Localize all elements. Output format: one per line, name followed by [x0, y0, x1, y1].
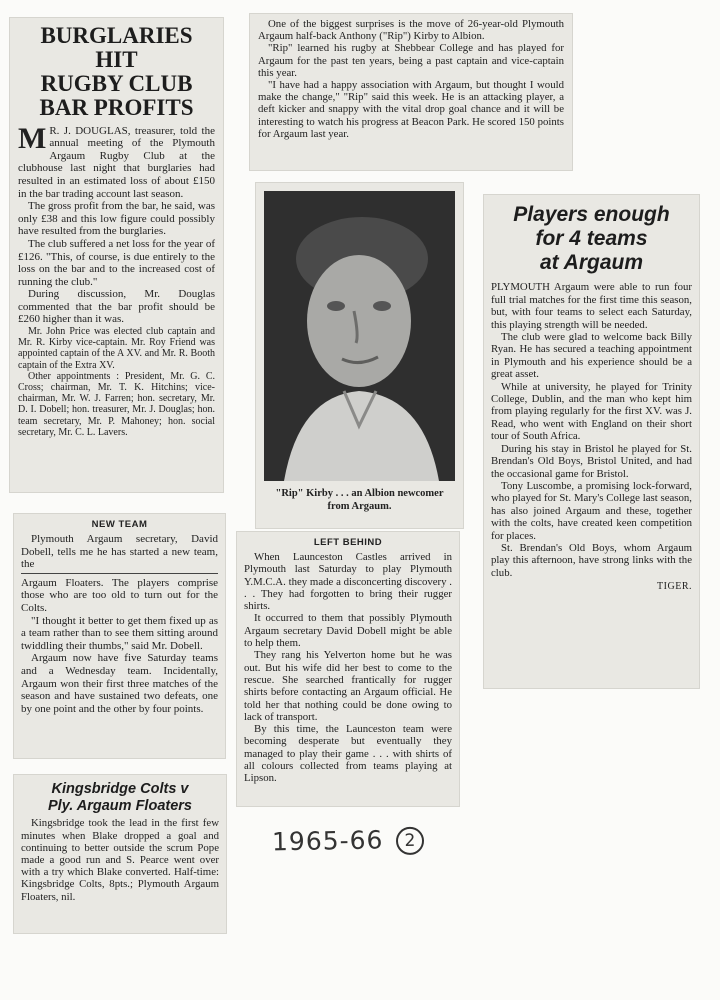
headline-line: RUGBY CLUB — [40, 71, 193, 97]
paragraph: St. Brendan's Old Boys, whom Argaum play this afternoon, have strong links with the club. — [491, 541, 692, 579]
season-label: 1965-66 — [271, 825, 384, 857]
kirby-portrait-photo — [264, 191, 455, 481]
headline-line: Ply. Argaum Floaters — [48, 797, 192, 814]
paragraph: "Rip" learned his rugby at Shebbear College and has played for Argaum for the past ten years, being a past captain and vice-captain this year. — [258, 42, 564, 79]
headline-line: Kingsbridge Colts v — [51, 781, 189, 797]
paragraph: When Launceston Castles arrived in Plymouth last Saturday to play Plymouth Y.M.C.A. they made a disconcerting discovery . . . They had forgotten to bring their rugger shirts. — [244, 551, 452, 613]
drop-cap: M — [18, 121, 47, 155]
page-number-circle — [396, 827, 424, 855]
headline-line: at Argaum — [539, 251, 644, 275]
kirby-body — [258, 18, 564, 140]
handwritten-season-note — [272, 825, 425, 858]
page-number: 2 — [404, 830, 417, 852]
players-headline — [491, 203, 692, 275]
lead-word: PLYMOUTH — [491, 281, 550, 294]
new-team-body — [21, 533, 218, 715]
burglaries-headline — [18, 24, 215, 121]
paragraph: During discussion, Mr. Douglas commented that the bar profit should be £260 higher than it was. — [18, 288, 215, 326]
headline-line: BURGLARIES HIT — [40, 23, 193, 73]
paragraph: Other appointments : President, Mr. G. C. Cross; chairman, Mr. T. K. Hitchins; vice-chairman, Mr. W. J. Farren; hon. secretary, Mr. D. I. Dobell; hon. treasurer, Mr. J. Douglas; hon. team secretary, Mr. P. Mahoney; hon. social secretary, Mr. C. L. Lavers. — [18, 370, 215, 438]
paragraph: Kingsbridge took the lead in the first few minutes when Blake dropped a goal and continuing to better outside the scrum Pope made a good run and S. Pearce went over with a try which Blake converted. Half-time: Kingsbridge Colts, 8pts.; Plymouth Argaum Floaters, nil. — [21, 817, 219, 903]
paragraph: By this time, the Launceston team were becoming desperate but eventually they managed to play their game . . . with shirts of all colours collected from teams playing at Lipson. — [244, 723, 452, 785]
byline-signature: TIGER. — [657, 581, 692, 593]
kirby-article — [250, 14, 572, 170]
kirby-photo-clipping — [256, 183, 463, 528]
paragraph: The gross profit from the bar, he said, was only £38 and this low figure could possibly have resulted from the burglaries. — [18, 200, 215, 238]
burglaries-body — [18, 121, 215, 439]
left-behind-heading: LEFT BEHIND — [313, 537, 383, 548]
paragraph: Tony Luscombe, a promising lock-forward, who played for St. Mary's College last season, has also joined Argaum and these, together with the colts, have created keen competition for places. — [491, 479, 692, 542]
paragraph: Argaum now have five Saturday teams and a Wednesday team. Incidentally, Argaum won their first three matches of the season and have sustained two defeats, one by one point and the other by four points. — [21, 652, 218, 715]
paragraph: They rang his Yelverton home but he was out. But his wife did her best to come to the rescue. She searched frantically for rugger shirts before contacting an Argaum official. He told her that nothing could be done owing to lack of transport. — [244, 649, 452, 723]
kingsbridge-headline — [21, 781, 219, 814]
paragraph: "I have had a happy association with Argaum, but thought I would make the change," "Rip" said this week. He is an attacking player, a deft kicker and snappy with the vital drop goal chance and it will be interesting to watch his progress at Beacon Park. He scored 150 points for Argaum last year. — [258, 79, 564, 140]
paragraph: The club suffered a net loss for the year of £126. "This, of course, is due entirely to the loss on the bar and to the increased cost of running the club." — [18, 237, 215, 288]
paragraph: Argaum were able to run four full trial matches for the first time this season, but, with four teams to select each Saturday, this playing strength will be needed. — [491, 281, 692, 331]
new-team-heading: NEW TEAM — [91, 519, 148, 530]
players-article — [484, 195, 699, 688]
players-body — [491, 281, 692, 579]
paragraph: The club were glad to welcome back Billy Ryan. He has secured a teaching appointment in Plymouth and his experience should be a great asset. — [491, 331, 692, 381]
paragraph: Argaum Floaters. The players comprise those who are too old to turn out for the Colts. — [21, 576, 218, 614]
headline-line: Players enough — [513, 203, 670, 226]
paragraph: R. J. DOUGLAS, treasurer, told the annual meeting of the Plymouth Argaum Rugby Club at the clubhouse last night that burglaries had resulted in an estimated loss of about £150 in the bar trading account last season. — [18, 124, 215, 200]
paragraph: While at university, he played for Trinity College, Dublin, and the man who kept him from playing regularly for the first XV. was J. Read, who went with England on their short tour of South Africa. — [491, 380, 692, 443]
photo-caption: "Rip" Kirby . . . an Albion newcomer from Argaum. — [275, 488, 444, 512]
kingsbridge-body — [21, 817, 219, 902]
clipping-join-divider — [21, 573, 218, 574]
paragraph: It occurred to them that possibly Plymouth Argaum secretary David Dobell might be able to help them. — [244, 612, 452, 650]
kingsbridge-article — [14, 775, 226, 933]
burglaries-article — [10, 18, 223, 492]
new-team-article — [14, 514, 225, 758]
left-behind-article — [237, 532, 459, 806]
paragraph: Plymouth Argaum secretary, David Dobell, tells me he has started a new team, the — [21, 533, 218, 571]
paragraph: During his stay in Bristol he played for St. Brendan's Old Boys, Bristol United, and had the occasional game for Bristol. — [491, 442, 692, 480]
headline-line: for 4 teams — [535, 227, 648, 251]
paragraph: Mr. John Price was elected club captain and Mr. R. Kirby vice-captain. Mr. Roy Friend was appointed captain of the A XV. and Mr. R. Booth captain of the Extra XV. — [18, 326, 215, 371]
paragraph: One of the biggest surprises is the move of 26-year-old Plymouth Argaum half-back Anthony ("Rip") Kirby to Albion. — [258, 18, 564, 43]
paragraph: "I thought it better to get them fixed up as a team rather than to see them sitting around twiddling their thumbs," said Mr. Dobell. — [21, 614, 218, 652]
left-behind-body — [244, 551, 452, 785]
headline-line: BAR PROFITS — [39, 95, 194, 121]
